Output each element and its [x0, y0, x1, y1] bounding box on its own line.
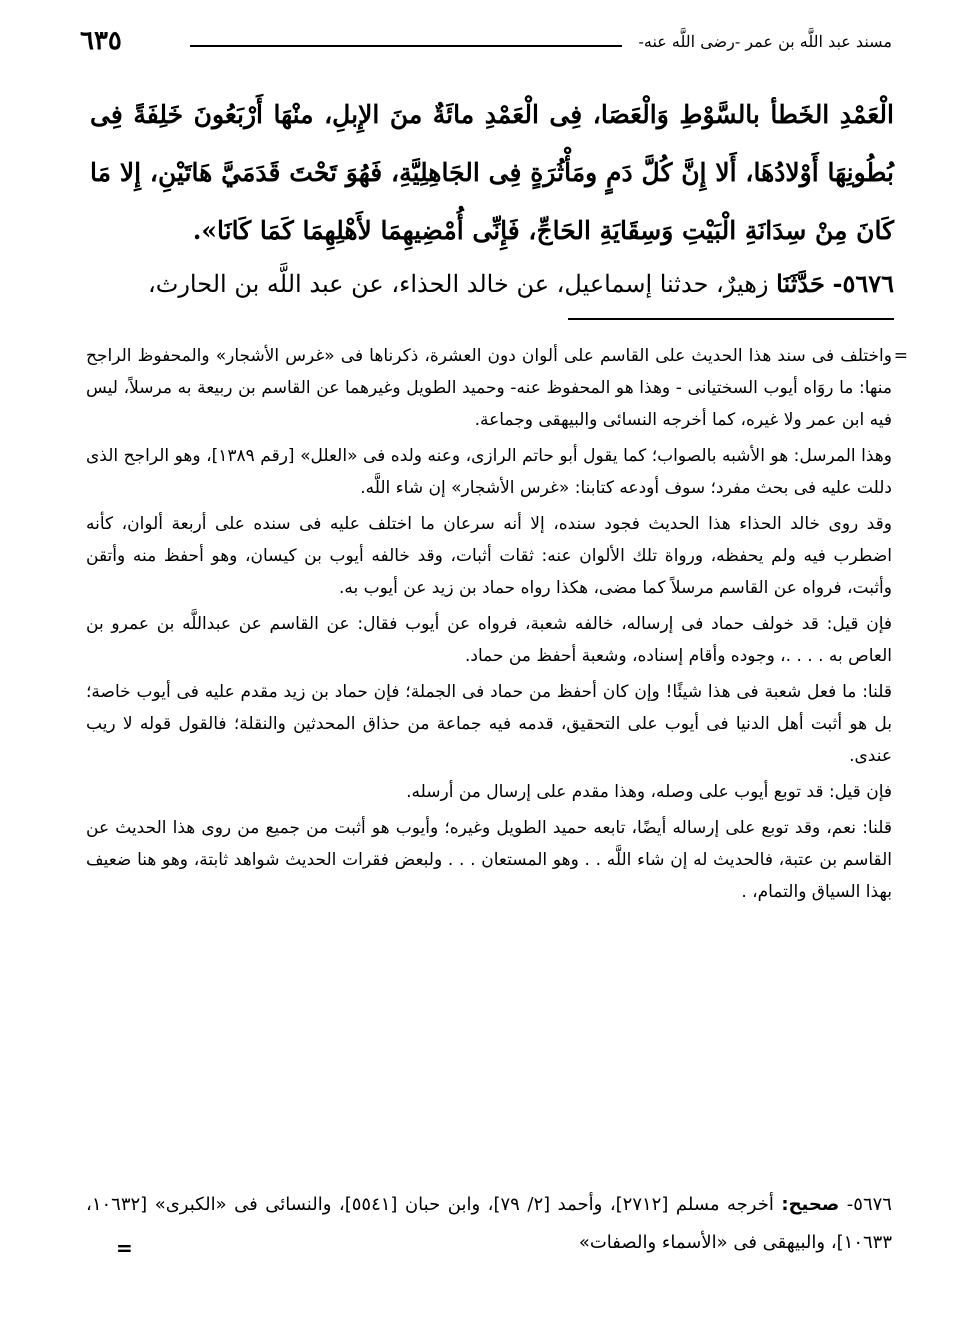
hadith-main-paragraph: الْعَمْدِ الخَطأ بالسَّوْطِ وَالْعَصَا، فِى الْعَمْدِ مائَةٌ منَ الإِبلِ، منْهَا أَرْبَعُونَ خَلِفَةً فِى بُطُونِهَا أَوْلادُهَا، أَلا إِنَّ كُلَّ دَمٍ ومَأْثُرَةٍ فِى الجَاهِلِيَّةِ، فَهُوَ تَحْتَ قَدَمَيَّ هَاتَيْنِ، إِلا مَا كَانَ مِنْ سِدَانَةِ الْبَيْتِ وَسِقَايَةِ الحَاجِّ، فَإِنِّى أُمْضِيهِمَا لأَهْلِهِمَا كَمَا كَانَا». — [90, 100, 894, 245]
continuation-out-mark: = — [116, 1236, 133, 1260]
takhrij-grade: صحيح: — [781, 1194, 840, 1215]
takhrij-note — [86, 1186, 892, 1262]
note-paragraph: وقد روى خالد الحذاء هذا الحديث فجود سنده، إلا أنه سرعان ما اختلف عليه فى سنده على أربعة ألوان، كأنه اضطرب فيه ولم يحفظه، ورواة تلك الألوان عنه: ثقات أثبات، وقد خالفه أيوب بن كيسان، وهو أحفظ منه وأتقن وأثبت، فرواه عن القاسم مرسلاً كما مضى، هكذا رواه حماد بن زيد عن أيوب به. — [86, 514, 892, 598]
note-paragraph: فإن قيل: قد توبع أيوب على وصله، وهذا مقدم على إرسال من أرسله. — [406, 782, 892, 802]
hadith-verb: حَدَّثَنَا — [776, 269, 825, 298]
note-paragraph: واختلف فى سند هذا الحديث على القاسم على ألوان دون العشرة، ذكرناها فى «غرس الأشجار» والمحفوظ الراجح منها: ما روَاه أيوب السختيانى - وهذا هو المحفوظ عنه- وحميد الطويل وغيرهما عن القاسم بن ربيعة به مرسلاً، ليس فيه ابن عمر ولا غيره، كما أخرجه النسائى والبيهقى وجماعة. — [86, 346, 892, 430]
takhrij-number: ٥٦٧٦- — [846, 1194, 892, 1215]
note-paragraph: قلنا: نعم، وقد توبع على إرساله أيضًا، تابعه حميد الطويل وغيره؛ وأيوب هو أثبت من جميع من روى هذا الحديث عن القاسم بن عتبة، فالحديث له إن شاء اللَّه . . وهو المستعان . . . ولبعض فقرات الحديث شواهد ثابتة، وهو هنا ضعيف بهذا السياق والتمام، . — [86, 818, 892, 902]
running-title: مسند عبد اللَّه بن عمر -رضى اللَّه عنه- — [628, 32, 892, 51]
note-paragraph: قلنا: ما فعل شعبة فى هذا شيئًا! وإن كان أحفظ من حماد فى الجملة؛ فإن حماد بن زيد مقدم عليه فى أيوب خاصة؛ بل هو أثبت أهل الدنيا فى أيوب على التحقيق، قدمه فيه جماعة من حذاق المحدثين والنقلة؛ فالقول قوله لا ريب عندى. — [86, 682, 892, 766]
footnotes — [86, 340, 908, 912]
hadith-isnad-line — [90, 260, 894, 308]
hadith-number: ٥٦٧٦- — [832, 269, 894, 298]
note-paragraph: فإن قيل: قد خولف حماد فى إرساله، خالفه شعبة، فرواه عن أيوب فقال: عن القاسم عن عبداللَّه بن عمرو بن العاص به . . . .، وجوده وأقام إسناده، وشعبة أحفظ من حماد. — [86, 614, 892, 666]
page-number — [80, 26, 122, 56]
page-header — [80, 26, 892, 62]
hadith-isnad: زهيرٌ، حدثنا إسماعيل، عن خالد الحذاء، عن عبد اللَّه بن الحارث، — [148, 270, 769, 298]
takhrij-text: أخرجه مسلم [٢٧١٢]، وأحمد [٢/ ٧٩]، وابن حبان [٥٥٤١]، والنسائى فى «الكبرى» [١٠٦٣٢، ١٠٦٣٣]، والبيهقى فى «الأسماء والصفات» — [86, 1194, 892, 1253]
page-number-value: ٦٣٥ — [80, 26, 122, 56]
continuation-in-mark: = — [893, 346, 908, 366]
header-rule — [190, 45, 622, 47]
footnote-separator — [568, 318, 894, 320]
hadith-main-text — [90, 86, 894, 260]
note-paragraph: وهذا المرسل: هو الأشبه بالصواب؛ كما يقول أبو حاتم الرازى، وعنه ولده فى «العلل» [رقم ١٣٨٩]، وهو الراجح الذى دللت عليه فى بحث مفرد؛ سوف أودعه كتابنا: «غرس الأشجار» إن شاء اللَّه. — [86, 446, 892, 498]
takhrij-paragraph — [86, 1186, 892, 1262]
